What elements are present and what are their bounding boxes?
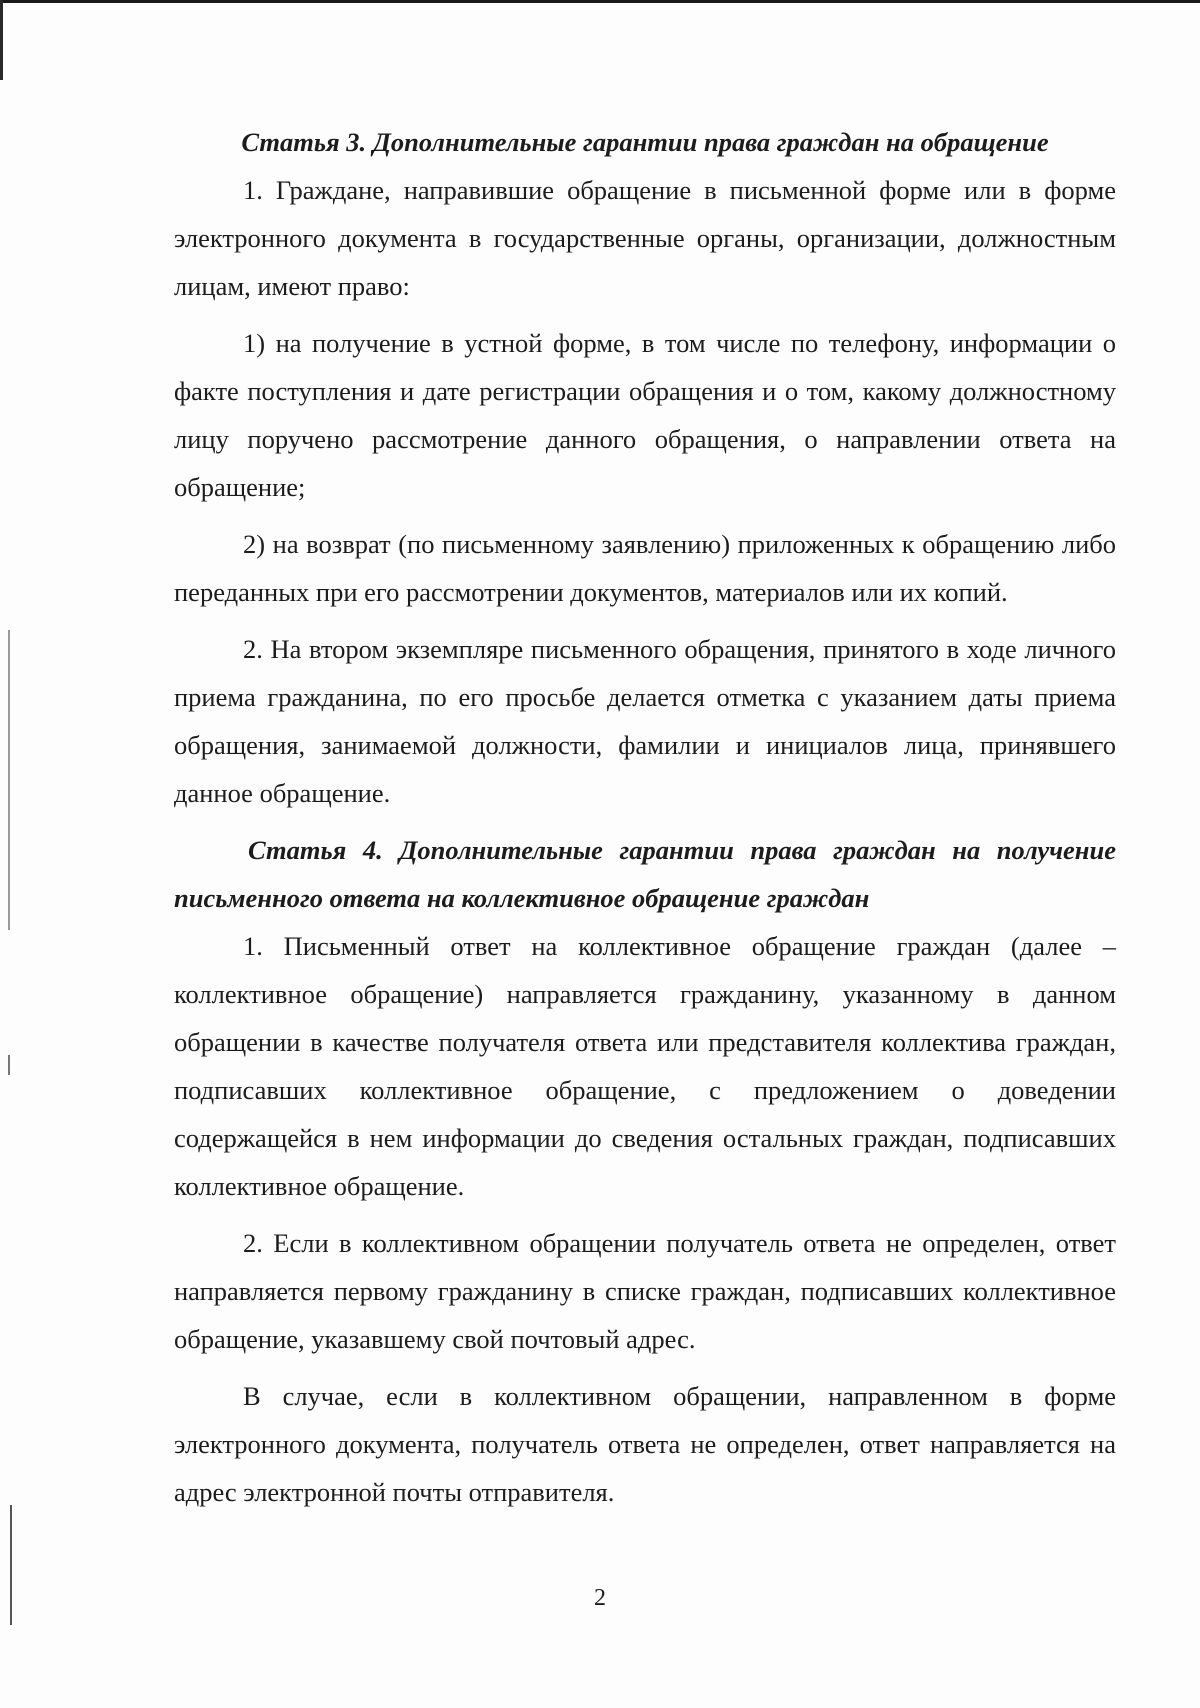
article-4-paragraph-3: В случае, если в коллективном обращении, направленном в форме электронного документа, получатель ответа не определен, ответ направляется на адрес электронной почты отправителя. <box>174 1381 1116 1507</box>
page-number: 2 <box>594 1585 606 1611</box>
scan-mark <box>8 1055 10 1075</box>
article-4-paragraph-2: 2. Если в коллективном обращении получатель ответа не определен, ответ направляется первому гражданину в списке граждан, подписавших коллективное обращение, указавшему свой почтовый адрес. <box>174 1228 1116 1354</box>
scan-left-edge <box>0 0 3 80</box>
article-3-paragraph-2: 1) на получение в устной форме, в том числе по телефону, информации о факте поступления и дате регистрации обращения и о том, какому должностному лицу поручено рассмотрение данного обращения, о направлении ответа на обращение; <box>174 328 1116 502</box>
article-3-paragraph-4: 2. На втором экземпляре письменного обращения, принятого в ходе личного приема гражданина, по его просьбе делается отметка с указанием даты приема обращения, занимаемой должности, фамилии и инициалов лица, принявшего данное обращение. <box>174 634 1116 808</box>
article-4-heading: Статья 4. Дополнительные гарантии права граждан на получение письменного ответа на коллективное обращение граждан <box>174 835 1116 913</box>
document-body <box>174 118 1116 1516</box>
article-3-paragraph-1: 1. Граждане, направившие обращение в письменной форме или в форме электронного документа в государственные органы, организации, должностным лицам, имеют право: <box>174 175 1116 301</box>
article-4-paragraph-1: 1. Письменный ответ на коллективное обращение граждан (далее – коллективное обращение) направляется гражданину, указанному в данном обращении в качестве получателя ответа или представителя коллектива граждан, подписавших коллективное обращение, с предложением о доведении содержащейся в нем информации до сведения остальных граждан, подписавших коллективное обращение. <box>174 931 1116 1201</box>
article-3-paragraph-3: 2) на возврат (по письменному заявлению) приложенных к обращению либо переданных при его рассмотрении документов, материалов или их копий. <box>174 529 1116 607</box>
article-3-heading: Статья 3. Дополнительные гарантии права граждан на обращение <box>241 127 1049 157</box>
scan-mark <box>8 630 10 930</box>
scan-top-edge <box>0 0 1200 3</box>
